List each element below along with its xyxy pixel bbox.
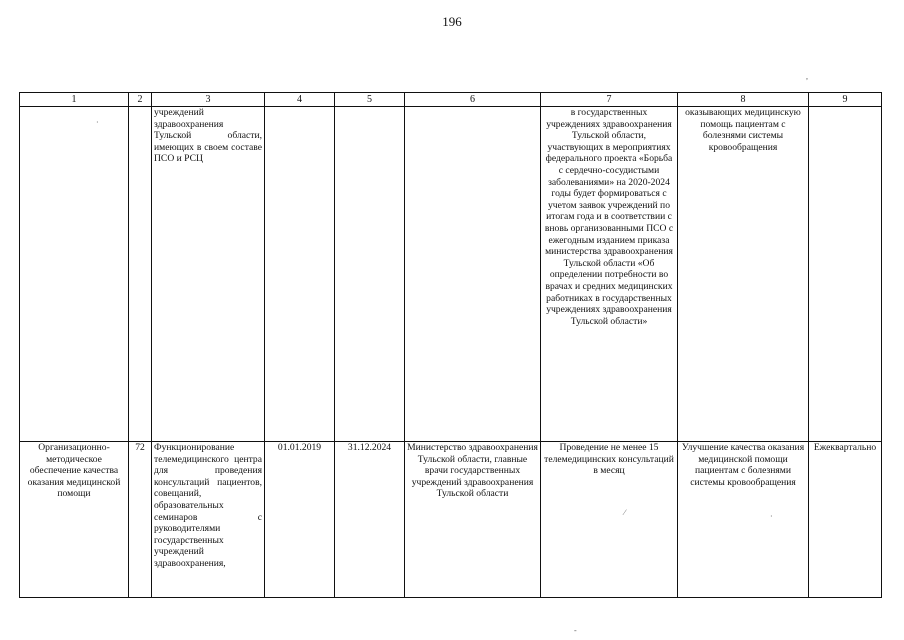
cell-start-date: [265, 107, 335, 442]
page-number: 196: [442, 14, 462, 29]
cell-frequency: Ежеквартально: [809, 442, 882, 598]
cell-section: [20, 107, 129, 442]
scan-speck: ·: [770, 512, 773, 521]
cell-number: [129, 107, 152, 442]
table-row: [20, 442, 882, 598]
cell-indicator: в государственных учреждениях здравоохранения Тульской области, участвующих в мероприятиях федерального проекта «Борьба с сердечно-сосудистыми заболеваниями» на 2020-2024 годы будет формироваться с учетом заявок учреждений по итогам года и в соответствии с вновь организованными ПСО с ежегодным изданием приказа министерства здравоохранения Тульской области «Об определении потребности во врачах и средних медицинских работниках в государственных учреждениях здравоохранения Тульской области»: [541, 107, 678, 442]
header-row: [20, 93, 882, 107]
header-col-5: 5: [335, 93, 405, 107]
cell-end-date: [335, 107, 405, 442]
header-col-1: 1: [20, 93, 129, 107]
header-col-2: 2: [129, 93, 152, 107]
cell-result: Улучшение качества оказания медицинской помощи пациентам с болезнями системы кровообращения: [678, 442, 809, 598]
cell-measure: учреждений здравоохранения Тульской области, имеющих в своем составе ПСО и РСЦ: [152, 107, 265, 442]
header-col-4: 4: [265, 93, 335, 107]
cell-number: 72: [129, 442, 152, 598]
scan-speck: ,: [806, 72, 808, 81]
scan-speck: ·: [96, 118, 99, 127]
table-row: [20, 107, 882, 442]
cell-responsible: [405, 107, 541, 442]
cell-section: Организационно-методическое обеспечение качества оказания медицинской помощи: [20, 442, 129, 598]
cell-end-date: 31.12.2024: [335, 442, 405, 598]
header-col-6: 6: [405, 93, 541, 107]
header-col-3: 3: [152, 93, 265, 107]
cell-frequency: [809, 107, 882, 442]
header-col-8: 8: [678, 93, 809, 107]
scan-speck: ⁄: [624, 508, 626, 517]
scan-speck: -: [574, 626, 577, 635]
measures-table: [19, 92, 882, 598]
cell-indicator: Проведение не менее 15 телемедицинских консультаций в месяц: [541, 442, 678, 598]
cell-start-date: 01.01.2019: [265, 442, 335, 598]
header-col-9: 9: [809, 93, 882, 107]
header-col-7: 7: [541, 93, 678, 107]
cell-result: оказывающих медицинскую помощь пациентам с болезнями системы кровообращения: [678, 107, 809, 442]
cell-responsible: Министерство здравоохранения Тульской области, главные врачи государственных учреждений здравоохранения Тульской области: [405, 442, 541, 598]
cell-measure: Функционирование телемедицинского центра для проведения консультаций пациентов, совещаний, образовательных семинаров с руководителями государственных учреждений здравоохранения,: [152, 442, 265, 598]
